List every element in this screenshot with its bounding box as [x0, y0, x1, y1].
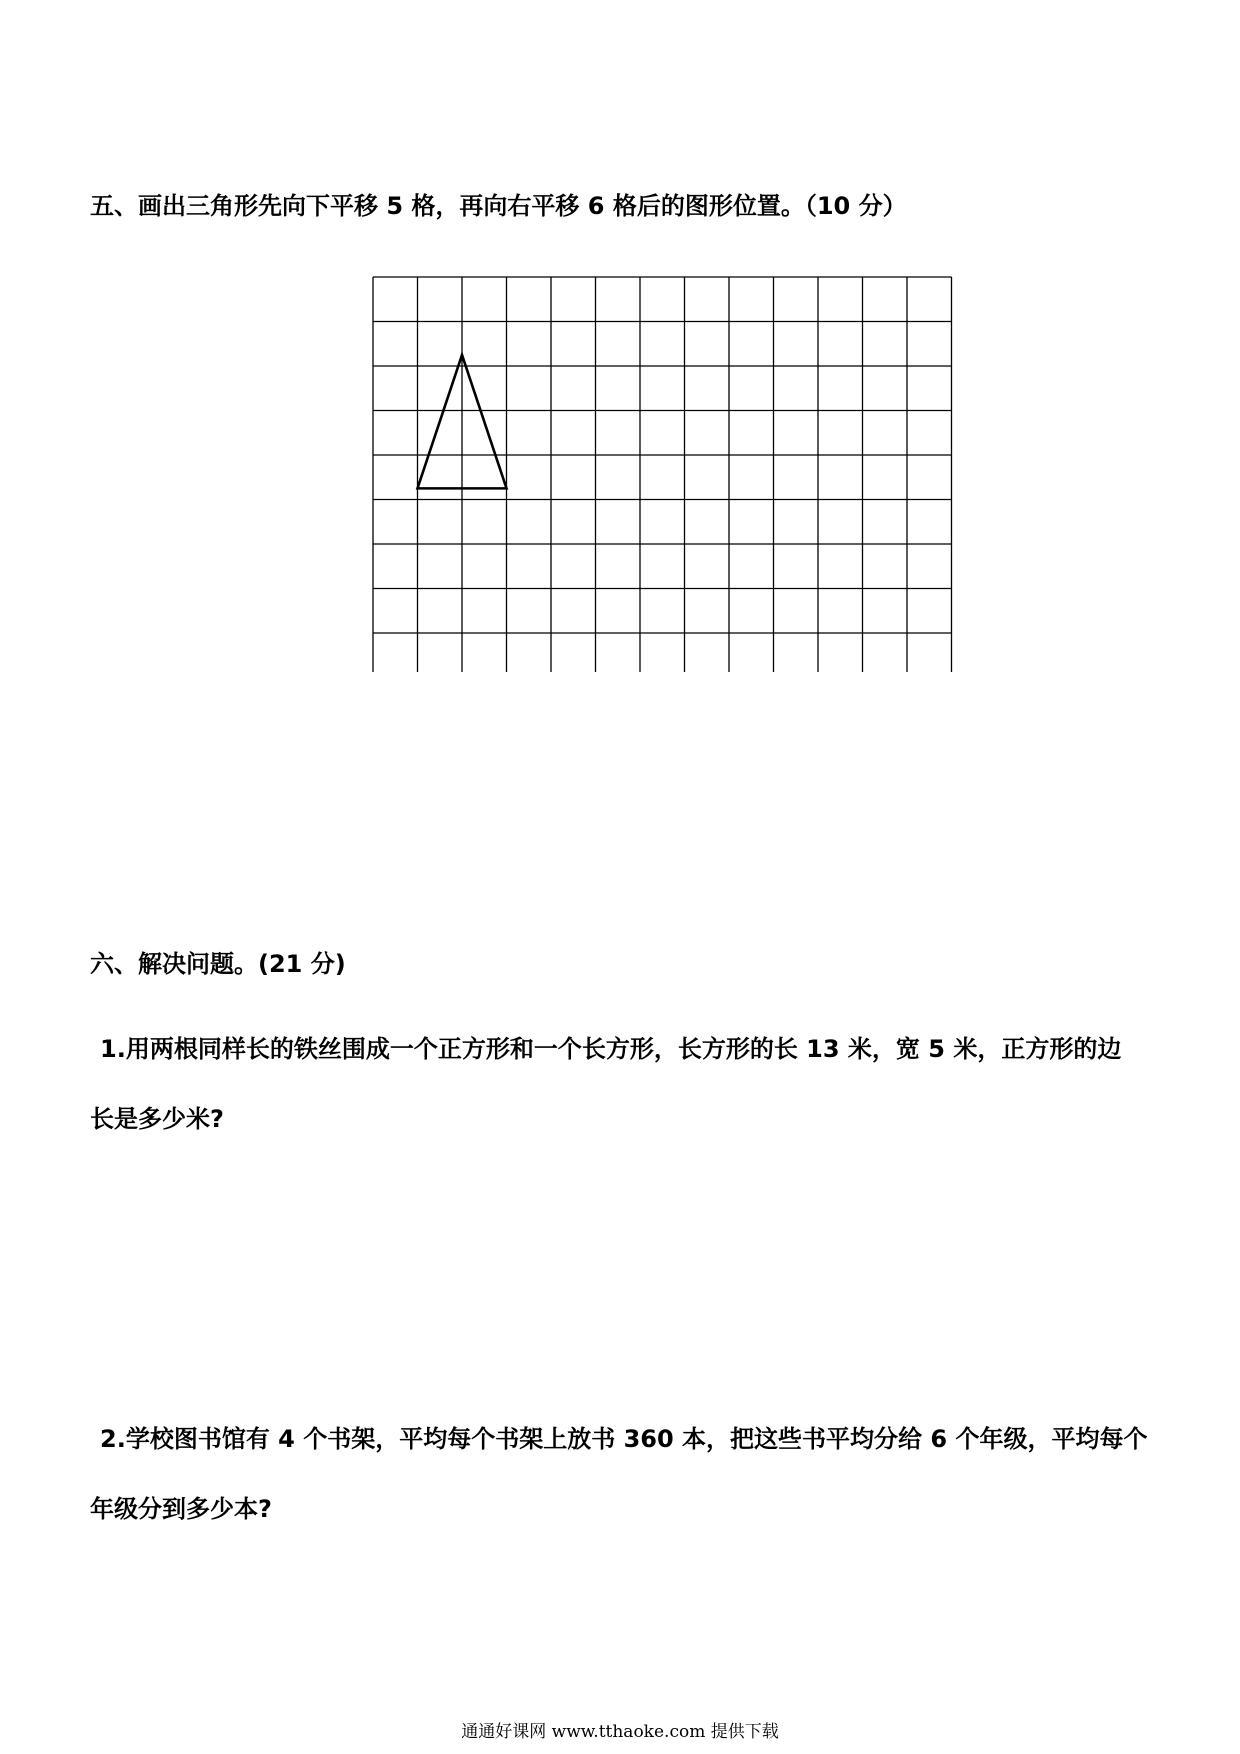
question-2-line-1: 2.学校图书馆有 4 个书架，平均每个书架上放书 360 本，把这些书平均分给 6 个年级，平均每个	[100, 1425, 1148, 1453]
question-2-line-2: 年级分到多少本?	[90, 1495, 272, 1523]
section-6-heading: 六、解决问题。(21 分)	[90, 950, 346, 978]
question-1-line-1: 1.用两根同样长的铁丝围成一个正方形和一个长方形，长方形的长 13 米，宽 5 米，正方形的边	[100, 1035, 1122, 1063]
question-1-line-2: 长是多少米?	[90, 1105, 224, 1133]
footer-credit: 通通好课网 www.tthaoke.com 提供下载	[461, 1722, 779, 1742]
section-5-heading: 五、画出三角形先向下平移 5 格，再向右平移 6 格后的图形位置。（10 分）	[90, 192, 907, 220]
square-grid	[372, 276, 954, 672]
